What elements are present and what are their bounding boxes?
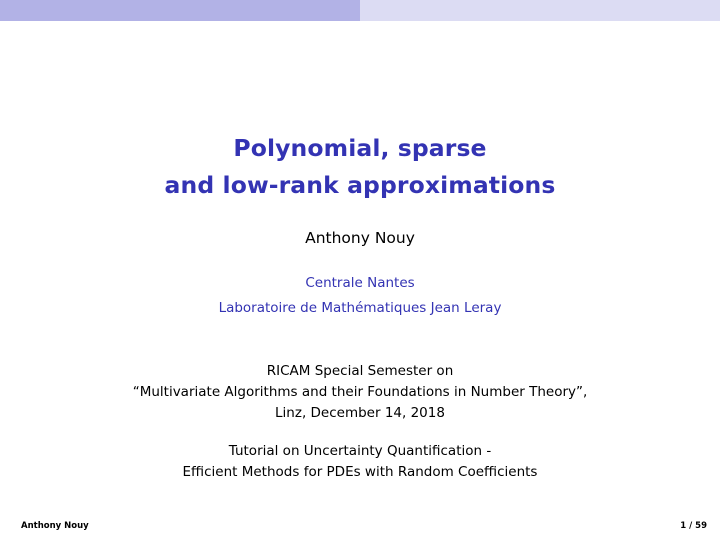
event-line-2: “Multivariate Algorithms and their Foundations in Number Theory”, — [132, 384, 588, 400]
tutorial-line-2: Efficient Methods for PDEs with Random Coefficients — [182, 464, 538, 480]
event-line-3: Linz, December 14, 2018 — [275, 405, 445, 421]
event-line-1: RICAM Special Semester on — [266, 363, 454, 379]
tutorial-line-1: Tutorial on Uncertainty Quantification - — [228, 443, 492, 459]
footer-page-number: 1 / 59 — [680, 521, 707, 531]
institution-line-1: Centrale Nantes — [305, 275, 415, 291]
header-bar-right — [360, 0, 720, 21]
header-bar — [0, 0, 720, 21]
footer-author: Anthony Nouy — [21, 521, 89, 531]
slide-title-line-1: Polynomial, sparse — [233, 134, 487, 162]
header-bar-left — [0, 0, 360, 21]
slide-title-line-2: and low-rank approximations — [164, 171, 556, 199]
institution-line-2: Laboratoire de Mathématiques Jean Leray — [218, 300, 502, 316]
author-name: Anthony Nouy — [305, 229, 415, 247]
